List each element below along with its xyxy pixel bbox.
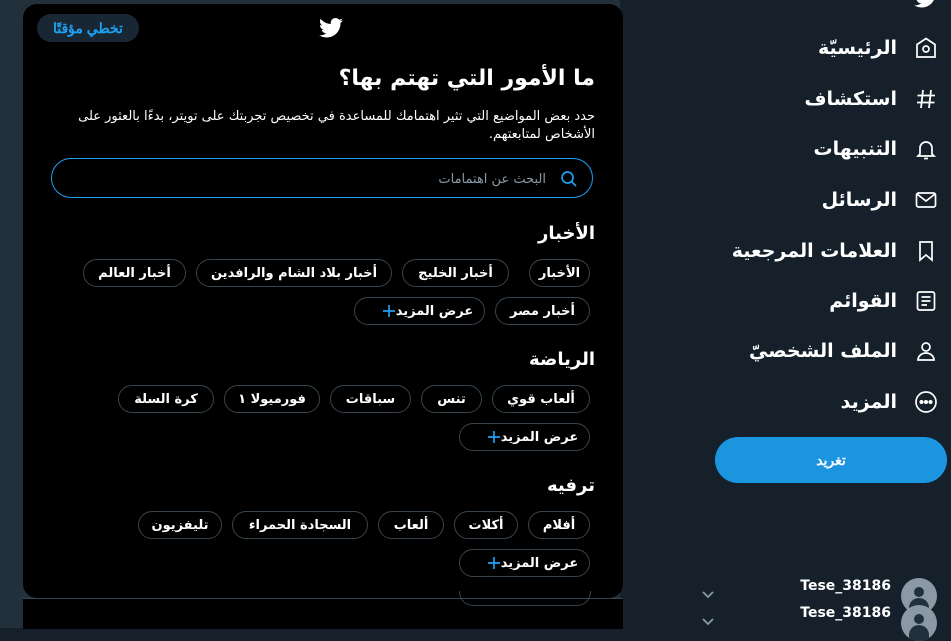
show-more-button[interactable] <box>354 297 485 325</box>
interest-chip[interactable]: السجادة الحمراء <box>232 511 368 539</box>
interest-chip[interactable]: تنس <box>421 385 482 413</box>
interest-chip[interactable]: أخبار الخليج <box>402 259 509 287</box>
sidebar-item-label: استكشاف <box>804 88 897 110</box>
interest-chip[interactable]: سباقات <box>330 385 411 413</box>
show-more-label: عرض المزيد <box>395 303 474 319</box>
section-title-sports: الرياضة <box>529 349 595 370</box>
interest-chip[interactable]: الأخبار <box>529 259 590 287</box>
show-more-button[interactable] <box>459 549 590 577</box>
chevron-down-icon <box>700 613 716 629</box>
sidebar-item-messages[interactable] <box>822 180 939 220</box>
show-more-button[interactable] <box>459 423 590 451</box>
interest-chip[interactable]: ألعاب قوي <box>492 385 590 413</box>
bookmark-icon <box>913 238 939 264</box>
sidebar-item-label: الملف الشخصيّ <box>748 340 897 362</box>
tweet-button[interactable]: تغريد <box>715 437 947 483</box>
plus-icon <box>487 556 501 570</box>
sidebar-item-home[interactable] <box>818 28 939 68</box>
interest-chip[interactable]: كرة السلة <box>118 385 214 413</box>
profile-icon <box>913 338 939 364</box>
show-more-label: عرض المزيد <box>500 555 579 571</box>
section-title-entertainment: ترفيه <box>546 475 595 496</box>
account-switcher[interactable] <box>700 605 951 637</box>
modal-title: ما الأمور التي تهتم بها؟ <box>338 66 595 91</box>
sidebar-item-label: المزيد <box>840 391 897 413</box>
account-username: Tese_38186 <box>800 605 891 621</box>
sidebar-item-lists[interactable] <box>829 281 939 321</box>
twitter-logo-icon[interactable] <box>913 0 939 8</box>
modal-subtitle: حدد بعض المواضيع التي تثير اهتمامك للمساعدة في تخصيص تجربتك على تويتر، بدءًا بالعثور على الأشخاص لمتابعتهم. <box>78 109 595 142</box>
interest-chip[interactable]: أخبار بلاد الشام والرافدين <box>196 259 392 287</box>
account-username: Tese_38186 <box>800 578 891 594</box>
section-title-news: الأخبار <box>537 223 595 244</box>
bell-icon <box>913 136 939 162</box>
interest-chip[interactable]: أكلات <box>454 511 518 539</box>
sidebar-item-notifications[interactable] <box>814 129 939 169</box>
modal-scroll-overflow <box>23 598 623 629</box>
sidebar-item-bookmarks[interactable] <box>732 231 939 271</box>
sidebar-item-profile[interactable] <box>749 331 939 371</box>
sidebar-item-more[interactable] <box>841 382 939 422</box>
more-icon <box>913 389 939 415</box>
twitter-logo-icon <box>319 18 343 38</box>
sidebar-nav <box>691 0 951 628</box>
plus-icon <box>487 430 501 444</box>
interest-chip[interactable]: تليفزيون <box>138 511 222 539</box>
hashtag-icon <box>913 86 939 112</box>
interest-chip[interactable]: أفلام <box>528 511 590 539</box>
sidebar-item-explore[interactable] <box>804 79 939 119</box>
interest-chip[interactable]: فورميولا ١ <box>224 385 320 413</box>
interest-chip[interactable]: أخبار العالم <box>83 259 186 287</box>
sidebar-item-label: التنبيهات <box>813 138 897 160</box>
chevron-down-icon <box>700 586 716 602</box>
sidebar-item-label: الرئيسيّة <box>818 37 897 59</box>
sidebar-item-label: العلامات المرجعية <box>731 240 897 262</box>
skip-button[interactable]: تخطي مؤقتًا <box>37 14 139 42</box>
interest-search[interactable] <box>51 158 593 198</box>
interests-modal <box>23 4 623 598</box>
search-input[interactable] <box>74 167 548 191</box>
sidebar-item-label: القوائم <box>829 290 897 312</box>
plus-icon <box>382 304 396 318</box>
interest-chip[interactable]: ألعاب <box>378 511 444 539</box>
home-icon <box>913 35 939 61</box>
search-icon <box>560 170 578 188</box>
interest-chip[interactable]: أخبار مصر <box>495 297 590 325</box>
show-more-label: عرض المزيد <box>500 429 579 445</box>
envelope-icon <box>913 187 939 213</box>
avatar <box>901 605 937 641</box>
list-icon <box>913 288 939 314</box>
sidebar-item-label: الرسائل <box>821 189 897 211</box>
